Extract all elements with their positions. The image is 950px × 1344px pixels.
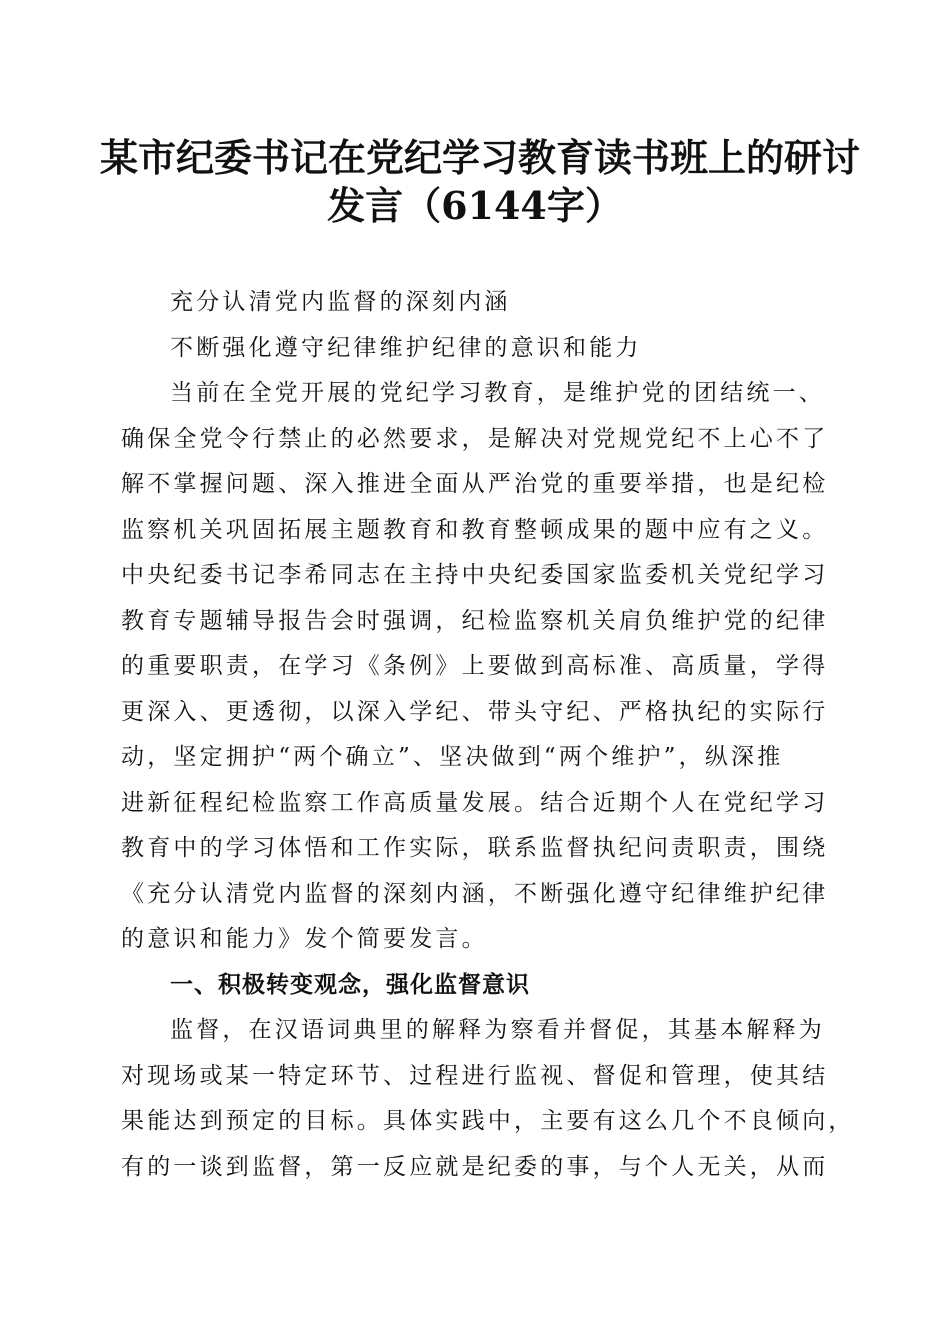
title-line-2: 发言（6144字） (327, 183, 623, 228)
intro-line: 动，坚定拥护“两个确立”、坚决做到“两个维护”，纵深推 (121, 744, 784, 770)
subtitle-line-1: 充分认清党内监督的深刻内涵 (170, 289, 511, 315)
intro-line: 教育专题辅导报告会时强调，纪检监察机关肩负维护党的纪律 (121, 607, 829, 634)
intro-line: 更深入、更透彻，以深入学纪、带头守纪、严格执纪的实际行 (121, 698, 829, 725)
document-body (121, 280, 855, 1190)
section-line: 果能达到预定的目标。具体实践中，主要有这么几个不良倾向， (121, 1108, 855, 1134)
intro-line: 的重要职责，在学习《条例》上要做到高标准、高质量，学得 (121, 653, 829, 679)
intro-line: 当前在全党开展的党纪学习教育，是维护党的团结统一、 (170, 380, 825, 406)
intro-line: 《充分认清党内监督的深刻内涵，不断强化遵守纪律维护纪律 (121, 880, 829, 907)
subtitle-line-2: 不断强化遵守纪律维护纪律的意识和能力 (170, 334, 642, 361)
section-line: 对现场或某一特定环节、过程进行监视、督促和管理，使其结 (121, 1062, 829, 1089)
intro-line: 教育中的学习体悟和工作实际，联系监督执纪问责职责，围绕 (121, 835, 829, 861)
document-title (100, 134, 861, 230)
section-line: 有的一谈到监督，第一反应就是纪委的事，与个人无关，从而 (121, 1153, 829, 1180)
intro-line: 的意识和能力》发个简要发言。 (121, 926, 488, 952)
section-line: 监督，在汉语词典里的解释为察看并督促，其基本解释为 (170, 1017, 825, 1043)
intro-line: 中央纪委书记李希同志在主持中央纪委国家监委机关党纪学习 (121, 562, 829, 588)
title-line-1: 某市纪委书记在党纪学习教育读书班上的研讨 (100, 135, 861, 180)
intro-line: 监察机关巩固拓展主题教育和教育整顿成果的题中应有之义。 (121, 516, 829, 543)
intro-line: 确保全党令行禁止的必然要求，是解决对党规党纪不上心不了 (121, 425, 829, 452)
intro-line: 解不掌握问题、深入推进全面从严治党的重要举措，也是纪检 (121, 471, 829, 497)
section-heading: 一、积极转变观念，强化监督意识 (170, 971, 530, 998)
intro-line: 进新征程纪检监察工作高质量发展。结合近期个人在党纪学习 (121, 789, 829, 816)
